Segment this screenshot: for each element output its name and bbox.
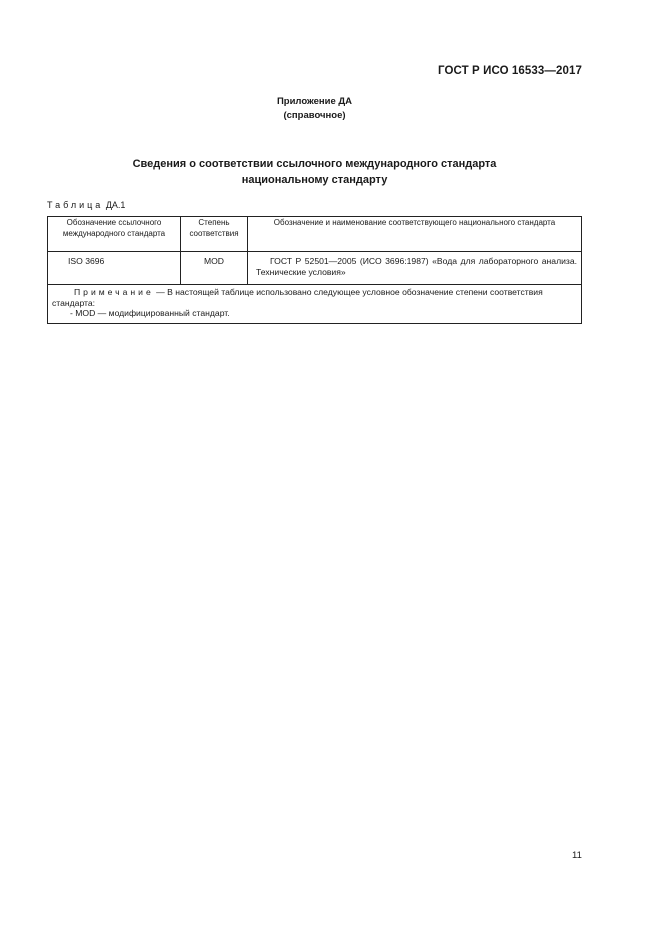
cell-degree: MOD <box>181 252 248 285</box>
table-row <box>48 252 582 285</box>
table-note-row <box>48 285 582 324</box>
header-cell-reference-standard: Обозначение ссылочного международного стандарта <box>48 217 181 252</box>
note-label: Примечание <box>74 287 154 297</box>
section-title-line2: национальному стандарту <box>241 174 388 186</box>
header-cell-degree: Степень соответствия <box>181 217 248 252</box>
annex-status: (справочное) <box>283 110 346 121</box>
section-title-line1: Сведения о соответствии ссылочного международного стандарта <box>132 158 497 170</box>
table-caption <box>47 200 125 210</box>
note-item: - MOD — модифицированный стандарт. <box>70 308 230 318</box>
page-number: 11 <box>572 850 582 861</box>
table-header-row <box>48 217 582 252</box>
correspondence-table <box>47 216 582 324</box>
section-title <box>0 156 629 188</box>
cell-national: ГОСТ Р 52501—2005 (ИСО 3696:1987) «Вода для лабораторного анализа. Технические условия» <box>248 252 582 285</box>
table-note <box>48 285 582 324</box>
header-cell-national-standard: Обозначение и наименование соответствующего национального стандарта <box>248 217 582 252</box>
annex-title: Приложение ДА <box>276 96 353 107</box>
table-caption-number: ДА.1 <box>105 200 126 210</box>
annex-heading <box>0 95 629 123</box>
cell-standard: ISO 3696 <box>48 252 181 285</box>
document-code: ГОСТ Р ИСО 16533—2017 <box>437 65 582 77</box>
note-text: — В настоящей таблице использовано следующее условное обозначение степени соответствия стандарта: <box>52 287 543 308</box>
table-caption-label: Таблица <box>47 200 104 210</box>
